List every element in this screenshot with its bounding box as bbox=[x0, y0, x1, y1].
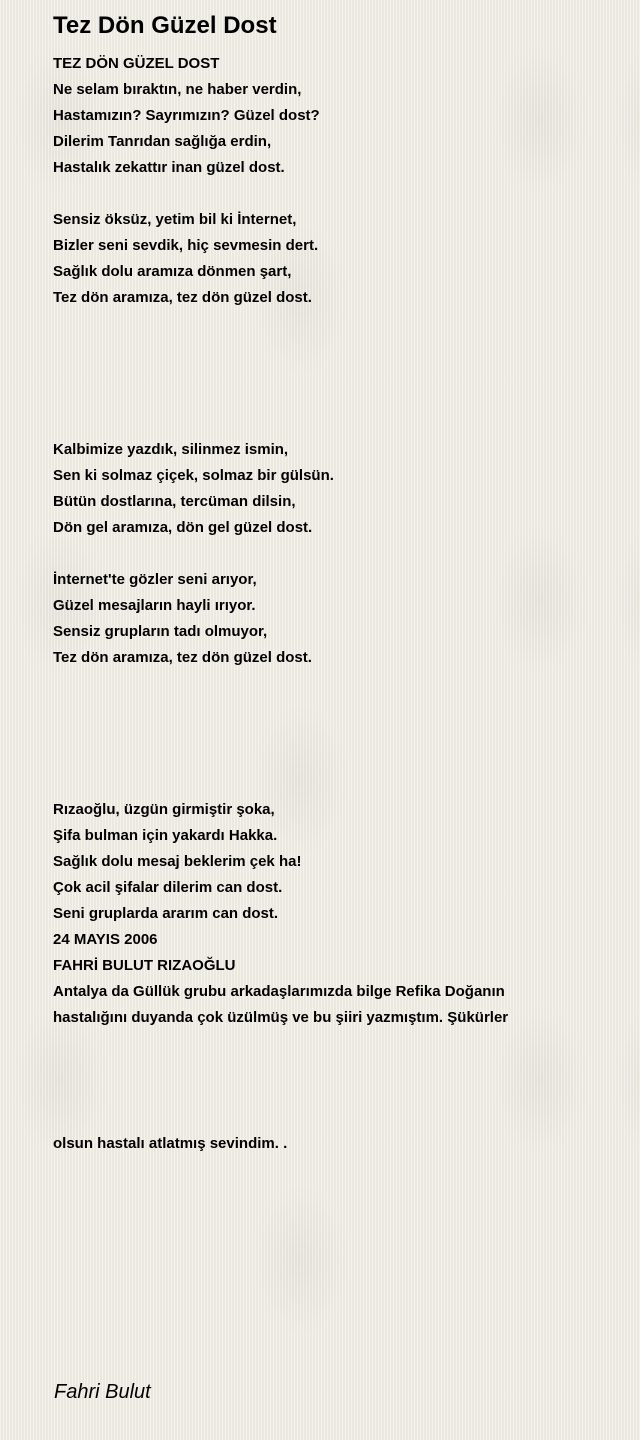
poem-line: Sensiz öksüz, yetim bil ki İnternet, bbox=[53, 211, 297, 228]
poem-line: Hastamızın? Sayrımızın? Güzel dost? bbox=[53, 107, 320, 124]
poem-line: TEZ DÖN GÜZEL DOST bbox=[53, 55, 220, 72]
poem-line: Rızaoğlu, üzgün girmiştir şoka, bbox=[53, 801, 275, 818]
poem-note-line: hastalığını duyanda çok üzülmüş ve bu şiiri yazmıştım. Şükürler bbox=[53, 1009, 509, 1026]
poem-line: Dilerim Tanrıdan sağlığa erdin, bbox=[53, 133, 272, 150]
poem-line: Seni gruplarda ararım can dost. bbox=[53, 905, 279, 922]
poem-note-line: olsun hastalı atlatmış sevindim. . bbox=[53, 1135, 288, 1152]
poem-note-line: Antalya da Güllük grubu arkadaşlarımızda bilge Refika Doğanın bbox=[53, 983, 505, 1000]
poem-line: Güzel mesajların hayli ırıyor. bbox=[53, 597, 256, 614]
poem-line: Şifa bulman için yakardı Hakka. bbox=[53, 827, 278, 844]
poem-line: Kalbimize yazdık, silinmez ismin, bbox=[53, 441, 289, 458]
poem-line: Hastalık zekattır inan güzel dost. bbox=[53, 159, 285, 176]
poem-date: 24 MAYIS 2006 bbox=[53, 931, 158, 948]
poem-line: İnternet'te gözler seni arıyor, bbox=[53, 571, 257, 588]
poem-line: Ne selam bıraktın, ne haber verdin, bbox=[53, 81, 302, 98]
poem-title: Tez Dön Güzel Dost bbox=[53, 12, 277, 39]
poem-line: Bizler seni sevdik, hiç sevmesin dert. bbox=[53, 237, 319, 254]
poem-author: Fahri Bulut bbox=[54, 1381, 151, 1403]
poem-signature: FAHRİ BULUT RIZAOĞLU bbox=[53, 957, 236, 974]
poem-line: Sensiz grupların tadı olmuyor, bbox=[53, 623, 268, 640]
poem-line: Bütün dostlarına, tercüman dilsin, bbox=[53, 493, 296, 510]
poem-line: Tez dön aramıza, tez dön güzel dost. bbox=[53, 289, 312, 306]
poem-line: Sağlık dolu aramıza dönmen şart, bbox=[53, 263, 292, 280]
poem-line: Dön gel aramıza, dön gel güzel dost. bbox=[53, 519, 313, 536]
poem-line: Çok acil şifalar dilerim can dost. bbox=[53, 879, 283, 896]
poem-line: Sağlık dolu mesaj beklerim çek ha! bbox=[53, 853, 302, 870]
poem-line: Sen ki solmaz çiçek, solmaz bir gülsün. bbox=[53, 467, 334, 484]
poem-line: Tez dön aramıza, tez dön güzel dost. bbox=[53, 649, 312, 666]
